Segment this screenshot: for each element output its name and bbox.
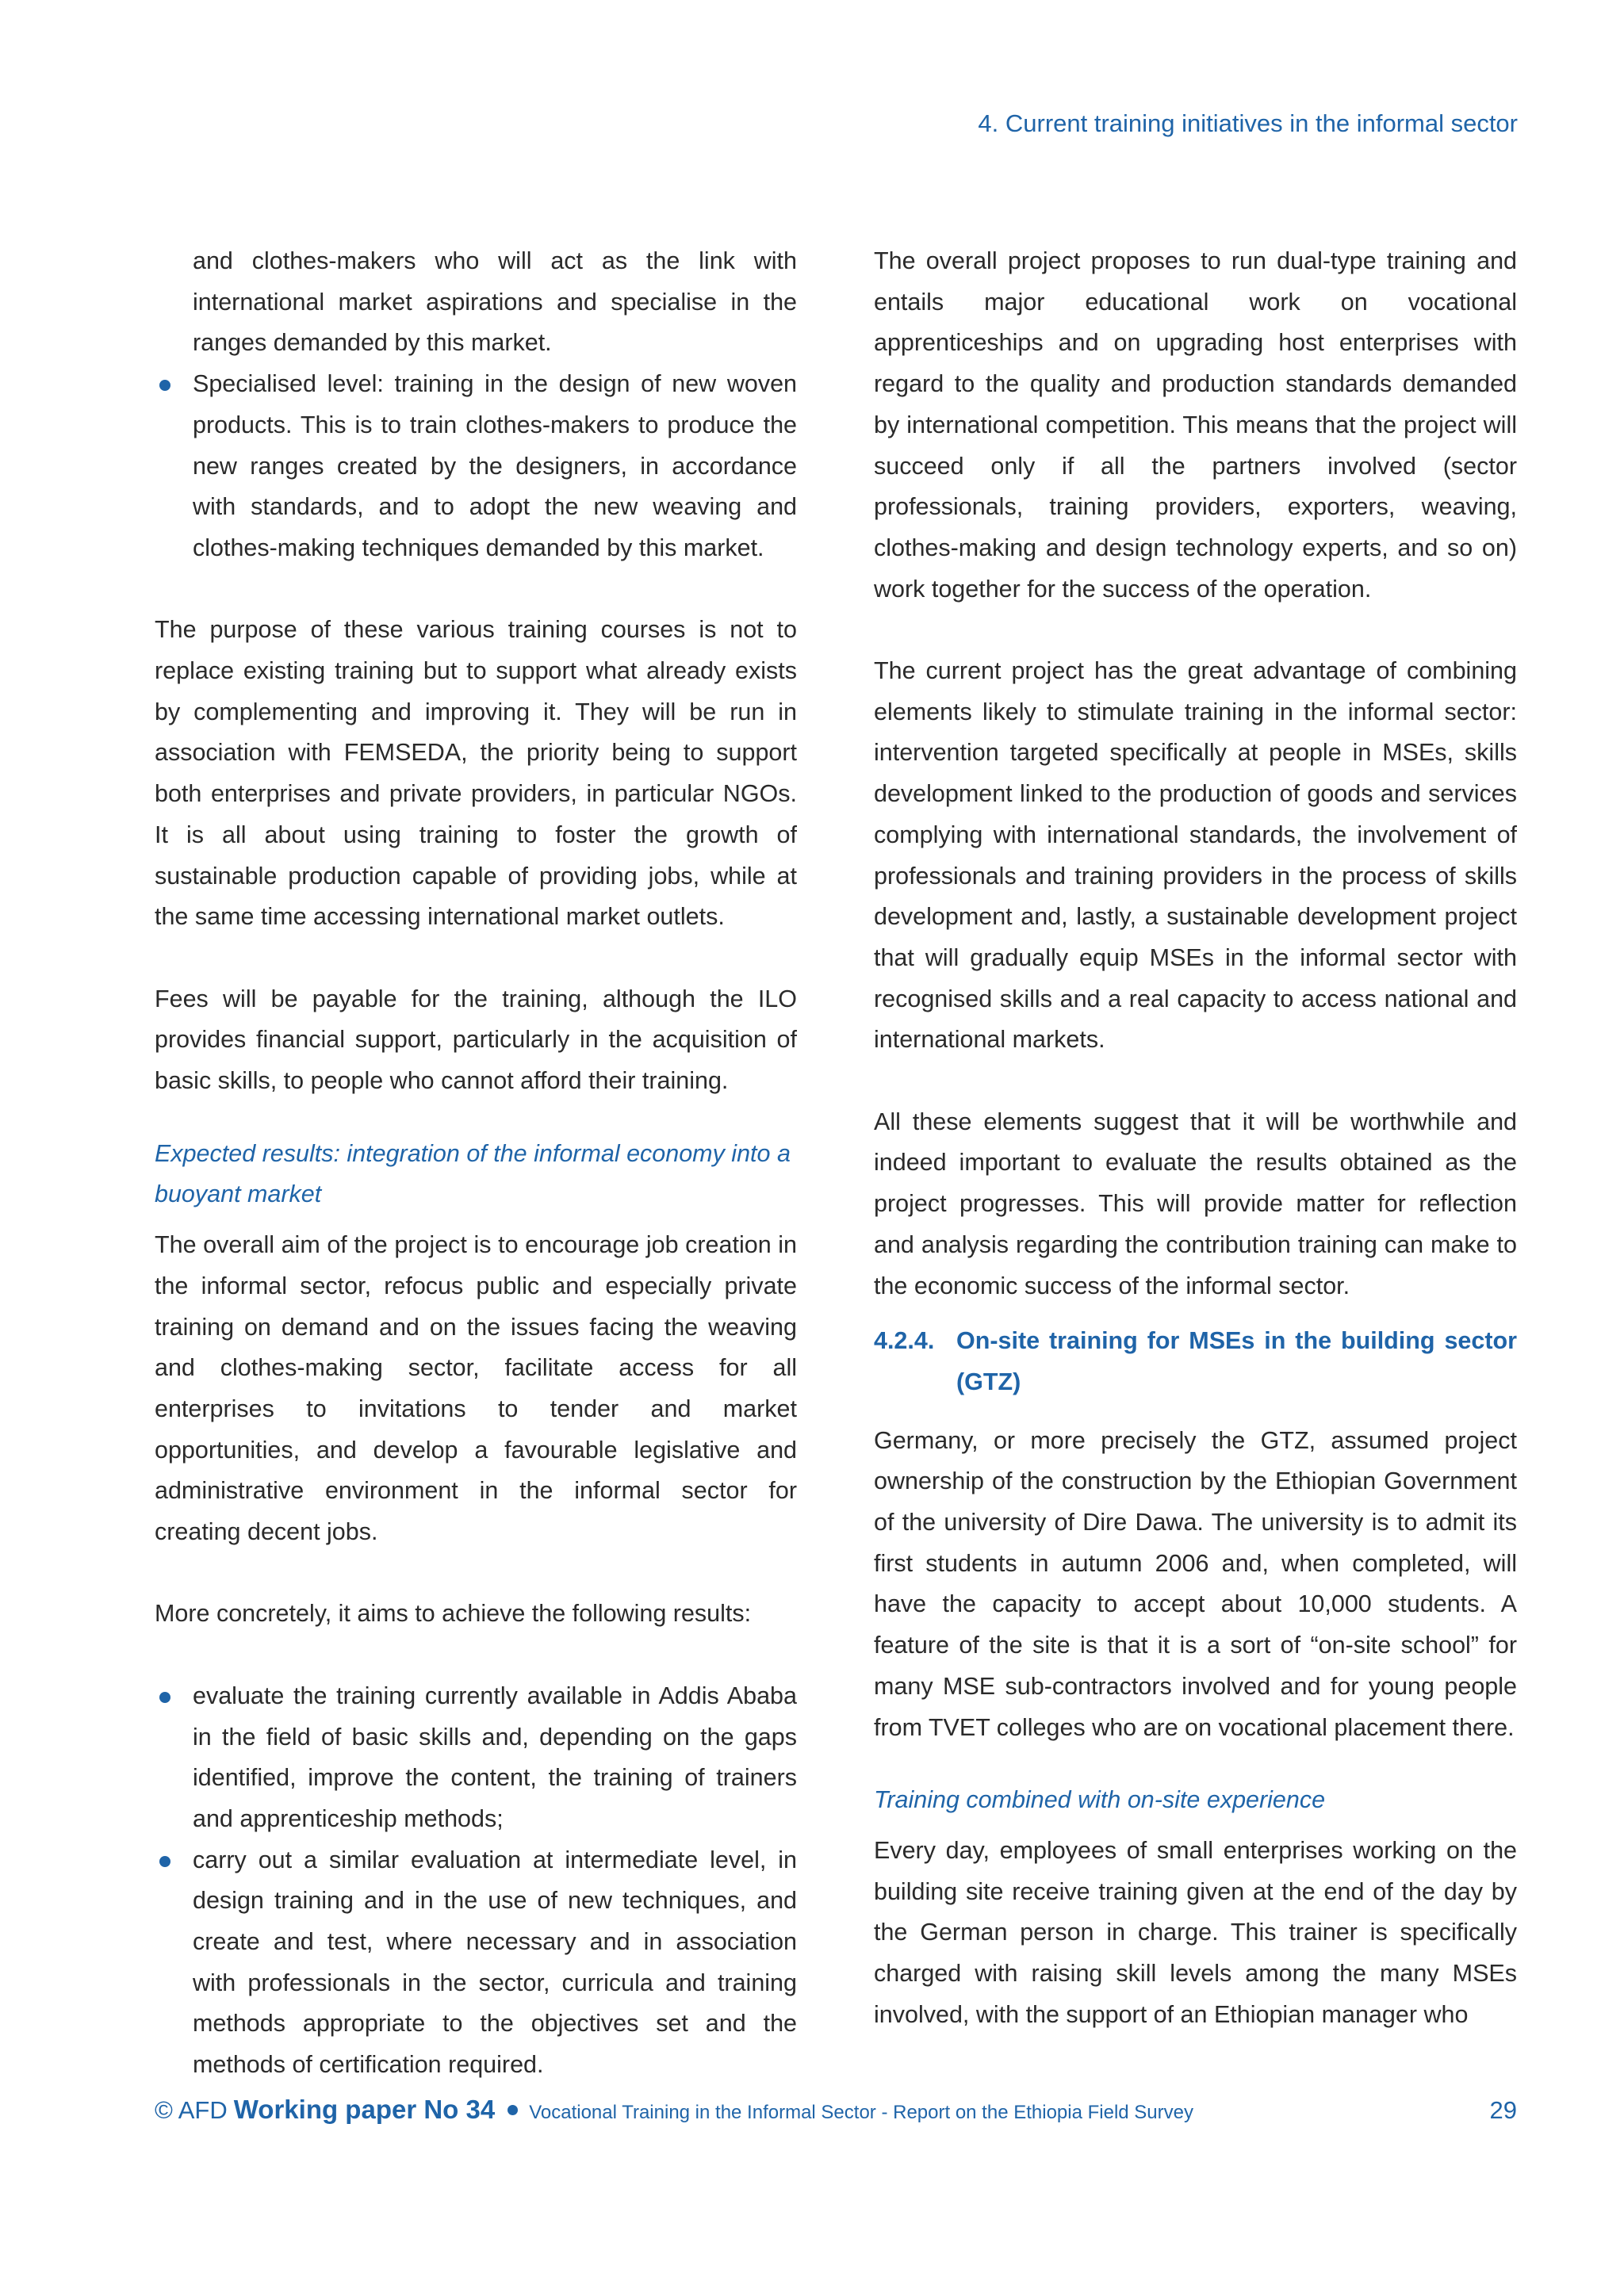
list-item: evaluate the training currently available in Addis Ababa in the field of basic skills and, depending on the gaps identified, improve the content, the training of trainers and apprenticeship methods;: [155, 1676, 797, 1840]
footer-series: Working paper No 34: [233, 2095, 496, 2124]
section-heading: [874, 1321, 1517, 1402]
page-footer: [155, 2095, 1517, 2125]
paragraph-purpose: The purpose of these various training courses is not to replace existing training but to support what already exists by complementing and improving it. They will be run in association with FEMSEDA, the priority being to support both enterprises and private providers, in particular NGOs. It is all about using training to foster the growth of sustainable production capable of providing jobs, while at the same time accessing international market outlets.: [155, 616, 797, 931]
page-number: 29: [1489, 2096, 1517, 2124]
running-head: 4. Current training initiatives in the informal sector: [978, 109, 1518, 137]
bullet-icon: [159, 380, 170, 391]
paragraph-germany: Germany, or more precisely the GTZ, assumed project ownership of the construction by the Ethiopian Government of the university of Dire Dawa. The university is to admit its first students in autumn 2006 and, when completed, will have the capacity to accept about 10,000 students. A feature of the site is that it is a sort of “on-site school” for many MSE sub-contractors involved and for young people from TVET colleges who are on vocational placement there.: [874, 1426, 1517, 1741]
bullet-icon: [159, 1856, 170, 1867]
list-item: Specialised level: training in the design of new woven products. This is to train clothes-makers to produce the new ranges created by the designers, in accordance with standards, and to adopt the new weaving and clothes-making techniques demanded by this market.: [155, 364, 797, 569]
paragraph-current-project: The current project has the great advantage of combining elements likely to stimulate training in the informal sector: intervention targeted specifically at people in MSEs, skills development linked to the production of goods and services complying with international standards, the involvement of professionals and training providers in the process of skills development and, lastly, a sustainable development project that will gradually equip MSEs in the informal sector with recognised skills and a real capacity to access national and international markets.: [874, 657, 1517, 1054]
paragraph-overall-aim: The overall aim of the project is to encourage job creation in the informal sector, refocus public and especially private training on demand and on the issues facing the weaving and clothes-making sector, facilitate access for all enterprises to invitations to tender and market opportunities, and develop a favourable legislative and administrative environment in the informal sector for creating decent jobs.: [155, 1231, 797, 1546]
paragraph-all-elements: All these elements suggest that it will be worthwhile and indeed important to evaluate the results obtained as the project progresses. This will provide matter for reflection and analysis regarding the contribution training can make to the economic success of the informal sector.: [874, 1108, 1517, 1299]
footer-title: Vocational Training in the Informal Sector - Report on the Ethiopia Field Survey: [529, 2102, 1193, 2123]
footer-bullet-icon: [508, 2105, 518, 2115]
section-title: On-site training for MSEs in the building sector (GTZ): [956, 1327, 1517, 1395]
list-item: carry out a similar evaluation at intermediate level, in design training and in the use of new techniques, and create and test, where necessary and in association with professionals in the sector, curricula and training methods appropriate to the objectives set and the methods of certification required.: [155, 1840, 797, 2086]
intro-continuation: and clothes-makers who will act as the link with international market aspirations and specialise in the ranges demanded by this market.: [193, 247, 797, 357]
results-bullet-list: [155, 1676, 797, 2086]
paragraph-fees: Fees will be payable for the training, although the ILO provides financial support, particularly in the acquisition of basic skills, to people who cannot afford their training.: [155, 985, 797, 1095]
left-column: [155, 241, 797, 2086]
subheading-training-combined: Training combined with on-site experience: [874, 1786, 1326, 1814]
subheading-expected-results: Expected results: integration of the informal economy into a buoyant market: [155, 1139, 791, 1208]
level-bullet-list: [155, 364, 797, 569]
section-number: 4.2.4.: [874, 1327, 935, 1355]
paragraph-overall-project: The overall project proposes to run dual-type training and entails major educational work on vocational apprenticeships and on upgrading host enterprises with regard to the quality and production standards demanded by international competition. This means that the project will succeed only if all the partners involved (sector professionals, training providers, exporters, weaving, clothes-making and design technology experts, and so on) work together for the success of the operation.: [874, 247, 1517, 603]
paragraph-concretely: More concretely, it aims to achieve the following results:: [155, 1600, 752, 1628]
bullet-icon: [159, 1692, 170, 1703]
paragraph-every-day: Every day, employees of small enterprises working on the building site receive training given at the end of the day by the German person in charge. This trainer is specifically charged with raising skill levels among the many MSEs involved, with the support of an Ethiopian manager who: [874, 1836, 1517, 2028]
right-column: [874, 241, 1517, 2036]
footer-copyright: © AFD: [155, 2096, 228, 2124]
